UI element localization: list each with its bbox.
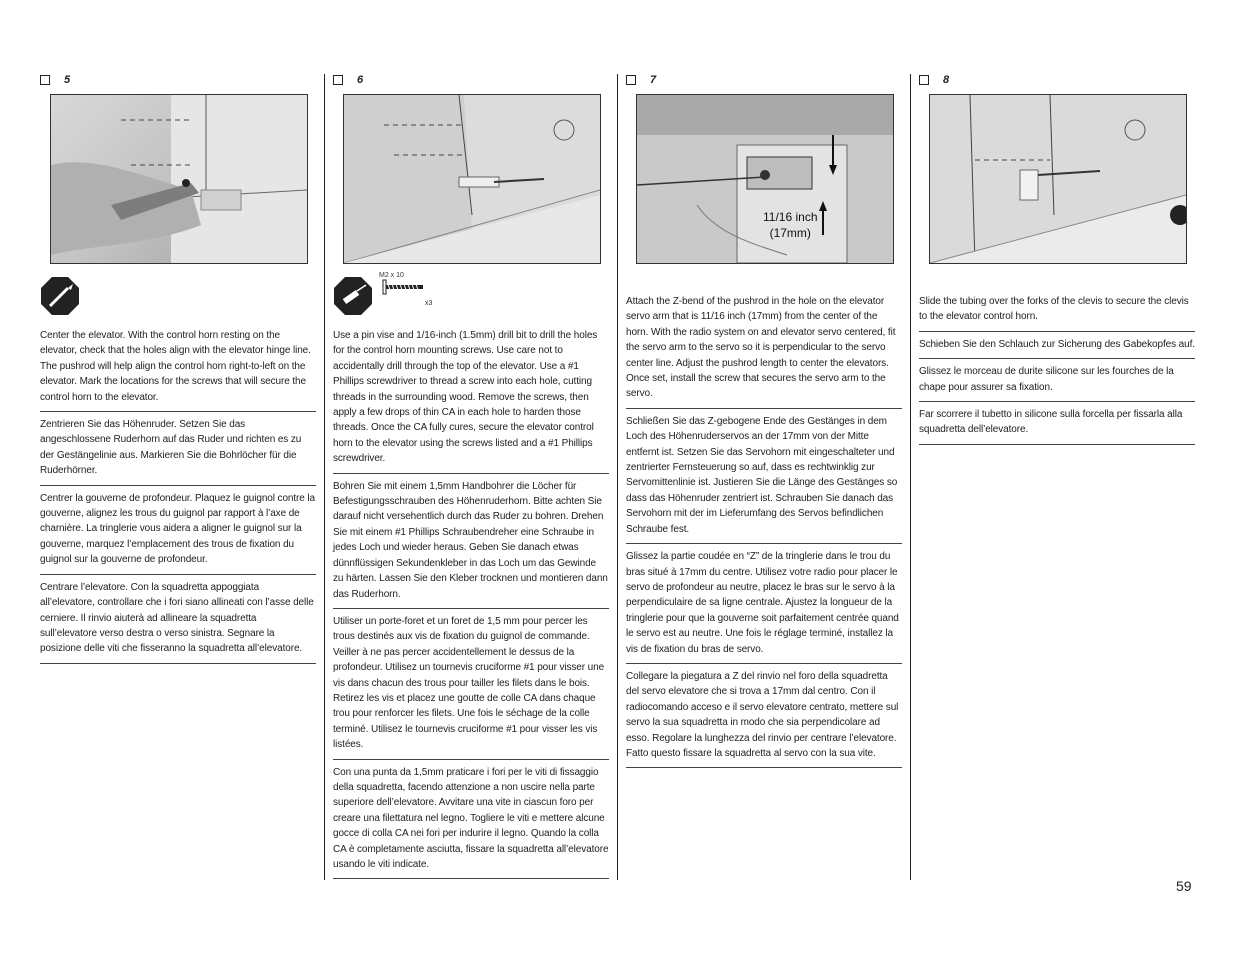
step-5-photo (50, 94, 308, 264)
instruction-it: Collegare la piegatura a Z del rinvio nel foro della squadretta del servo elevatore che si trova a 17mm dal centro. Con il radiocomando acceso e il servo elevatore centrato, mettere sul servo la sua squadretta in modo che sia perpendicolare ad esso. Regolare la lunghezza del rinvio per centrare l’elevatore. Fatto questo fissare la squadretta al servo con la sua vite. (626, 664, 902, 768)
step-header (333, 72, 609, 88)
instruction-fr: Glissez la partie coudée en “Z” de la tringlerie dans le trou du bras situé à 17mm du centre. Utilisez votre radio pour placer le servo de profondeur au neutre, placez le bras sur le servo à la perpendiculaire de sa ligne centrale. Ajustez la longueur de la tringlerie pour que la gouverne soit parfaitement centrée quand le servo est au neutre. Une fois le réglage terminé, installez la vis de fixation du bras de servo. (626, 544, 902, 664)
column-divider (324, 74, 325, 880)
step-number: 8 (943, 74, 950, 86)
checkbox[interactable] (919, 75, 929, 85)
instruction-fr: Centrer la gouverne de profondeur. Plaquez le guignol contre la gouverne, alignez les trous du guignol par rapport à l’axe de charnière. La tringlerie vous aidera a aligner le guignol sur la gouverne, marquez l’emplacement des trous de fixation du guignol sur la gouverne de profondeur. (40, 486, 316, 575)
step-number: 5 (64, 74, 71, 86)
step-6-photo (343, 94, 601, 264)
step-6-column (333, 72, 609, 879)
step-7-photo (636, 94, 894, 264)
instruction-it: Centrare l’elevatore. Con la squadretta appoggiata all’elevatore, controllare che i fori siano allineati con l’asse delle cerniere. Il rinvio aiuterà ad allineare la squadretta sull’elevatore verso destra o verso sinistra. Segnare la posizione delle viti che fisseranno la squadretta all’elevatore. (40, 575, 316, 664)
instruction-de: Schieben Sie den Schlauch zur Sicherung des Gabekopfes auf. (919, 332, 1195, 359)
instruction-fr: Glissez le morceau de durite silicone sur les fourches de la chape pour assurer sa fixation. (919, 359, 1195, 402)
instruction-en: Use a pin vise and 1/16-inch (1.5mm) drill bit to drill the holes for the control horn mounting screws. Use care not to accidentally drill through the top of the elevator. Use a #1 Phillips screwdriver to thread a screw into each hole, cutting threads in the surrounding wood. Remove the screws, then apply a few drops of thin CA in each hole to harden those threads. Once the CA fully cures, secure the elevator control horn to the elevator using the screws listed and a #1 Phillips screwdriver. (333, 324, 609, 474)
page-number: 59 (1176, 878, 1192, 894)
screw-callout (379, 272, 433, 307)
instruction-it: Con una punta da 1,5mm praticare i fori per le viti di fissaggio della squadretta, facendo attenzione a non uscire nella parte superiore dell’elevatore. Avvitare una vite in ciascun foro per creare una filettatura nel legno. Togliere le viti e mettere alcune gocce di colla CA nei fori per indurire il legno. Quando la colla CA è completamente asciutta, fissare la squadretta all’elevatore usando le viti indicate. (333, 760, 609, 880)
instruction-de: Schließen Sie das Z-gebogene Ende des Gestänges in dem Loch des Höhenruderservos an der 17mm von der Mitte entfernt ist. Setzen Sie das Servohorn mit eingeschalteter und zentrierter Fernsteuerung so auf, dass es rechtwinklig zur Servomittenlinie ist. Justieren Sie die Länge des Gestänges so dass das Höhenruder zentriert ist. Schrauben Sie danach das Servohorn mit der im Lieferumfang des Servos befindlichen Schraube fest. (626, 409, 902, 544)
measurement-label-line2: (17mm) (769, 226, 811, 240)
instruction-it: Far scorrere il tubetto in silicone sulla forcella per fissarla alla squadretta dell’elevatore. (919, 402, 1195, 445)
instruction-de: Bohren Sie mit einem 1,5mm Handbohrer die Löcher für Befestigungsschrauben des Höhenruderhorn. Bitte achten Sie darauf nicht versehentlich durch das Ruder zu bohren. Drehen Sie mit einem #1 Phillips Schraubendreher eine Schraube in jedes Loch und wieder heraus. Geben Sie danach etwas dünnflüssigen Sekundenkleber in das Loch um das Gewinde zu härten. Lassen Sie den Kleber trocknen und montieren dann das Ruderhorn. (333, 474, 609, 609)
step-header (626, 72, 902, 88)
step-8-photo (929, 94, 1187, 264)
measurement-label (763, 209, 818, 241)
step-8-column (919, 72, 1195, 445)
instruction-en: Center the elevator. With the control horn resting on the elevator, check that the holes align with the elevator hinge line. The pushrod will help align the control horn right-to-left on the elevator. Mark the locations for the screws that will secure the control horn to the elevator. (40, 324, 316, 412)
measurement-label-line1: 11/16 inch (763, 210, 818, 224)
step-number: 7 (650, 74, 657, 86)
screw-icon (379, 279, 425, 295)
step-header (40, 72, 316, 88)
checkbox[interactable] (626, 75, 636, 85)
instruction-fr: Utiliser un porte-foret et un foret de 1,5 mm pour percer les trous destinés aux vis de fixation du guignol de commande. Veiller à ne pas percer accidentellement le dessus de la profondeur. Utilisez un tournevis cruciforme #1 pour visser une vis dans chacun des trous pour tailler les filets dans le bois. Retirez les vis et placez une goutte de colle CA dans chaque trou pour renforcer les filets. Une fois le séchage de la colle terminé. Utilisez le tournevis cruciforme #1 pour visser les vis listées. (333, 609, 609, 760)
step-number: 6 (357, 74, 364, 86)
step-7-column (626, 72, 902, 768)
column-divider (910, 74, 911, 880)
pin-vise-drill-icon (333, 276, 373, 316)
screw-quantity: x3 (425, 300, 433, 307)
instruction-en: Attach the Z-bend of the pushrod in the hole on the elevator servo arm that is 11/16 inch (17mm) from the center of the horn. With the radio system on and elevator servo centered, fit the servo arm to the servo so it is perpendicular to the servo center line. Adjust the pushrod length to center the elevators. Once set, install the screw that secures the servo arm to the servo. (626, 290, 902, 409)
instruction-en: Slide the tubing over the forks of the clevis to secure the clevis to the elevator control horn. (919, 290, 1195, 332)
screw-spec: M2 x 10 (379, 272, 404, 279)
checkbox[interactable] (333, 75, 343, 85)
column-divider (617, 74, 618, 880)
step-header (919, 72, 1195, 88)
checkbox[interactable] (40, 75, 50, 85)
hobby-knife-icon (40, 276, 80, 316)
step-5-column (40, 72, 316, 664)
instruction-de: Zentrieren Sie das Höhenruder. Setzen Sie das angeschlossene Ruderhorn auf das Ruder und richten es zu der Gestängelinie aus. Markieren Sie die Bohrlöcher für die Ruderhörner. (40, 412, 316, 486)
